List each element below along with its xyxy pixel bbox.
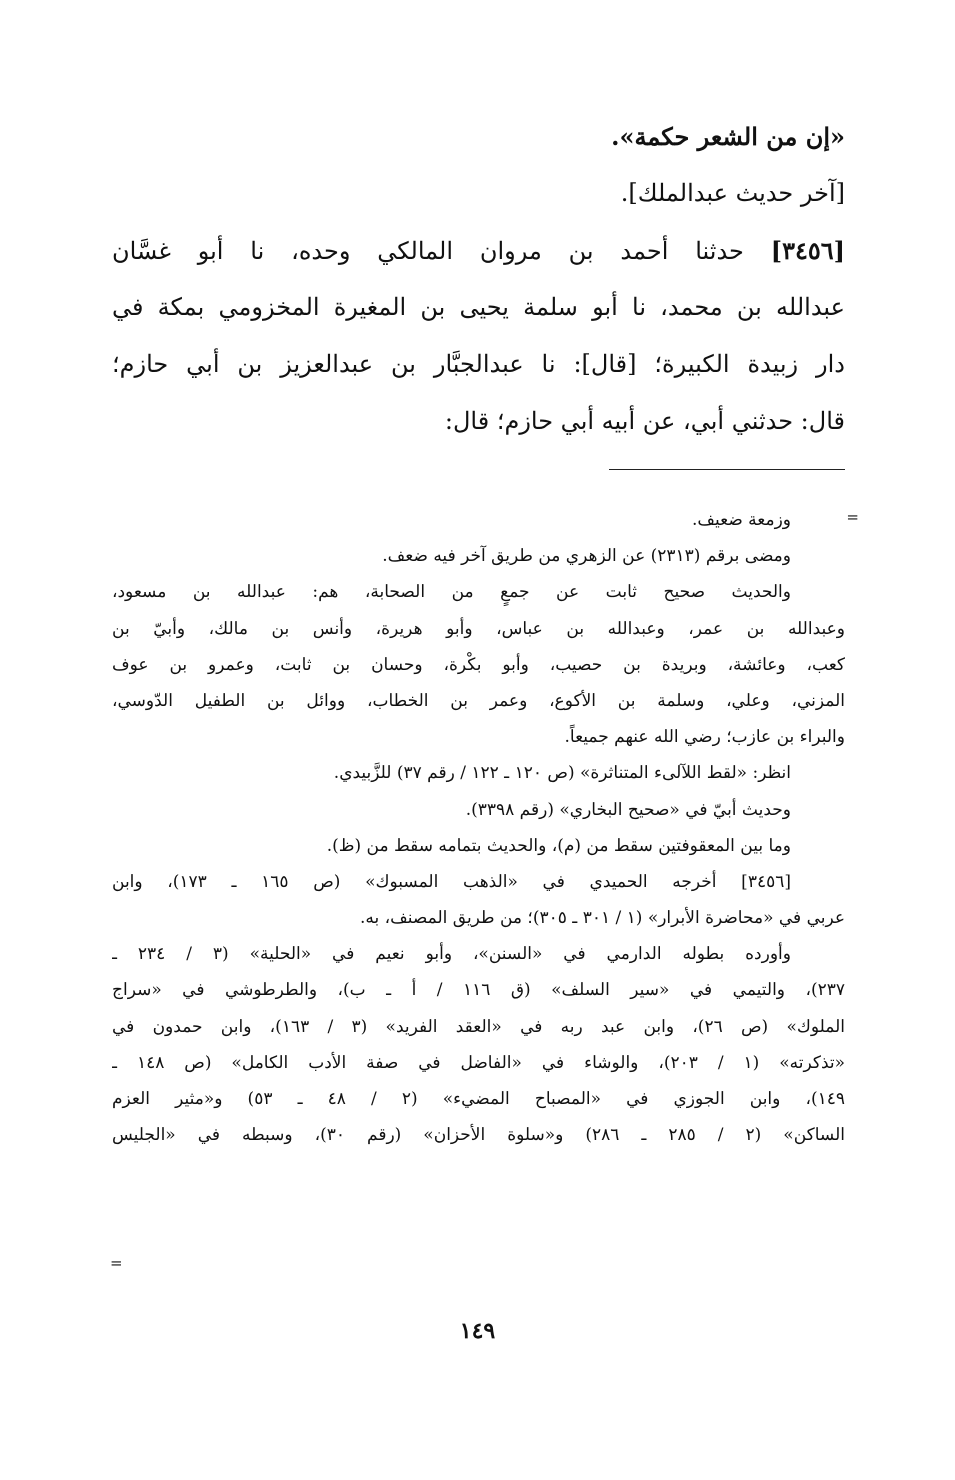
main-line: «إن من الشعر حكمة». <box>611 122 845 151</box>
footnote-separator <box>609 469 845 470</box>
main-line: قال: حدثني أبي، عن أبيه أبي حازم؛ قال: <box>444 407 845 435</box>
main-text <box>112 108 845 450</box>
footnote-line: ٢٣٧)، والتيمي في «سير السلف» (ق ١١٦ / أ ـ ب)، والطرطوشي في «سراج <box>112 980 845 1001</box>
footnote-line: والحديث صحيح ثابت عن جمعٍ من الصحابة، هم: عبدالله بن مسعود، <box>112 582 791 603</box>
footnote-line: [٣٤٥٦] أخرجه الحميدي في «الذهب المسبوك» (ص ١٦٥ ـ ١٧٣)، وابن <box>112 871 791 892</box>
footnotes <box>112 502 845 1153</box>
footnote-line: وحديث أبيّ في «صحيح البخاري» (رقم ٣٣٩٨). <box>465 799 791 820</box>
footnote-line: الساكن» (٢ / ٢٨٥ ـ ٢٨٦) و«سلوة الأحزان» (رقم ٣٠)، وسبطه في «الجليس <box>112 1125 845 1146</box>
main-line <box>112 222 845 279</box>
footnote-line: كعب، وعائشة، وبريدة بن حصيب، وأبو بكْرة، وحسان بن ثابت، وعمرو بن عوف <box>112 654 845 675</box>
footnote-line: الملوك» (ص ٢٦)، وابن عبد ربه في «العقد الفريد» (٣ / ١٦٣)، وابن حمدون في <box>112 1016 845 1037</box>
page-number: ١٤٩ <box>459 1318 496 1344</box>
continuation-mark: = <box>846 508 859 526</box>
footnote-line: «تذكرته» (١ / ٢٠٣)، والوشاء في «الفاضل في صفة الأدب الكامل» (ص ١٤٨ ـ <box>112 1052 845 1073</box>
main-line: عبدالله بن محمد، نا أبو سلمة يحيى بن المغيرة المخزومي بمكة في <box>112 293 845 321</box>
main-line-text: حدثنا أحمد بن مروان المالكي وحده، نا أبو غسَّان <box>112 237 744 265</box>
hadith-number: [٣٤٥٦] <box>770 236 845 265</box>
footnote-line: ١٤٩)، وابن الجوزي في «المصباح المضيء» (٢ / ٤٨ ـ ٥٣) و«مثير العزم <box>112 1089 845 1109</box>
main-line: دار زبيدة الكبيرة؛ [قال]: نا عبدالجبَّار بن عبدالعزيز بن أبي حازم؛ <box>112 350 845 378</box>
footnote-line: وما بين المعقوفتين سقط من (م)، والحديث بتمامه سقط من (ظ). <box>326 835 791 856</box>
footnote-line: انظر: «لقط اللآلىء المتناثرة» (ص ١٢٠ ـ ١٢٢ / رقم ٣٧) للزَّبيدي. <box>333 763 791 784</box>
main-line: [آخر حديث عبدالملك]. <box>620 179 845 207</box>
footnote-line: وعبدالله بن عمر، وعبدالله بن عباس، وأبو هريرة، وأنس بن مالك، وأبيّ بن <box>112 618 845 639</box>
footnote-line: ومضى برقم (٢٣١٣) عن الزهري من طريق آخر فيه ضعف. <box>382 546 791 567</box>
footnote-line: والبراء بن عازب؛ رضي الله عنهم جميعاً. <box>564 727 845 748</box>
footnote-line: عربي في «محاضرة الأبرار» (١ / ٣٠١ ـ ٣٠٥)؛ من طريق المصنف، به. <box>360 908 845 929</box>
footnote-line: وزمعة ضعيف. <box>691 510 791 530</box>
footnote-line: وأورده بطوله الدارمي في «السنن»، وأبو نعيم في «الحلية» (٣ / ٢٣٤ ـ <box>112 944 791 965</box>
footnote-line: المزني، وعلي، وسلمة بن الأكوع، وعمر بن الخطاب، ووائل بن الطفيل الدّوسي، <box>112 690 845 711</box>
continuation-mark-end: = <box>110 1254 123 1272</box>
